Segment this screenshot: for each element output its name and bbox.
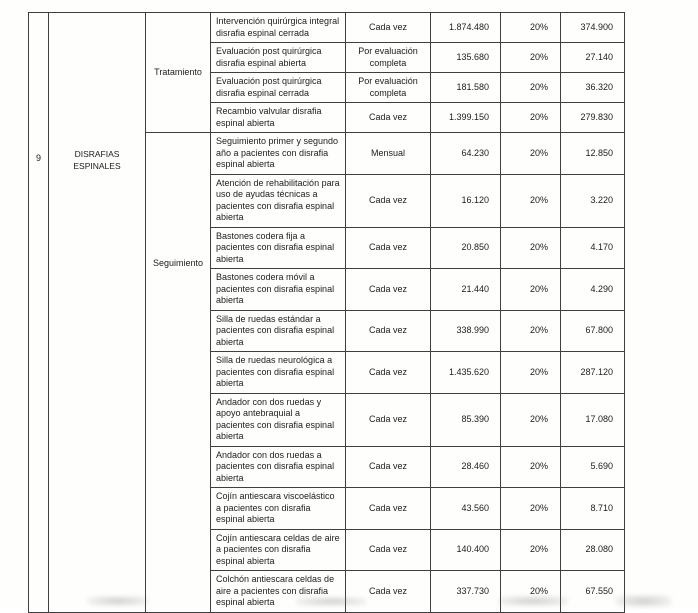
copay-cell: 17.080 [561,393,625,446]
value-cell: 1.435.620 [431,352,501,394]
description-cell: Bastones codera fija a pacientes con disrafia espinal abierta [211,227,346,269]
percentage-cell: 20% [501,13,561,43]
copay-cell: 67.550 [561,571,625,613]
description-cell: Silla de ruedas estándar a pacientes con disrafia espinal abierta [211,310,346,352]
frequency-cell: Cada vez [346,446,431,488]
percentage-cell: 20% [501,488,561,530]
description-cell: Cojín antiescara viscoelástico a pacientes con disrafia espinal abierta [211,488,346,530]
frequency-cell: Cada vez [346,103,431,133]
description-cell: Seguimiento primer y segundo año a pacientes con disrafia espinal abierta [211,133,346,175]
category-cell: Tratamiento [146,13,211,133]
percentage-cell: 20% [501,269,561,311]
percentage-cell: 20% [501,571,561,613]
value-cell: 140.400 [431,529,501,571]
description-cell: Evaluación post quirúrgica disrafia espinal cerrada [211,73,346,103]
description-cell: Evaluación post quirúrgica disrafia espinal abierta [211,43,346,73]
value-cell: 1.874.480 [431,13,501,43]
percentage-cell: 20% [501,43,561,73]
percentage-cell: 20% [501,227,561,269]
value-cell: 28.460 [431,446,501,488]
value-cell: 85.390 [431,393,501,446]
copay-cell: 279.830 [561,103,625,133]
description-cell: Atención de rehabilitación para uso de ayudas técnicas a pacientes con disrafia espinal abierta [211,174,346,227]
frequency-cell: Cada vez [346,13,431,43]
frequency-cell: Cada vez [346,227,431,269]
frequency-cell: Por evaluación completa [346,43,431,73]
value-cell: 21.440 [431,269,501,311]
frequency-cell: Cada vez [346,488,431,530]
frequency-cell: Mensual [346,133,431,175]
disease-name-cell: DISRAFIAS ESPINALES [49,13,146,613]
frequency-cell: Cada vez [346,310,431,352]
tariff-table [28,12,625,613]
percentage-cell: 20% [501,310,561,352]
frequency-cell: Por evaluación completa [346,73,431,103]
copay-cell: 3.220 [561,174,625,227]
value-cell: 43.560 [431,488,501,530]
value-cell: 64.230 [431,133,501,175]
table-row [29,13,625,43]
value-cell: 20.850 [431,227,501,269]
value-cell: 337.730 [431,571,501,613]
percentage-cell: 20% [501,103,561,133]
frequency-cell: Cada vez [346,269,431,311]
description-cell: Andador con dos ruedas y apoyo antebraquial a pacientes con disrafia espinal abierta [211,393,346,446]
category-cell: Seguimiento [146,133,211,613]
copay-cell: 36.320 [561,73,625,103]
copay-cell: 287.120 [561,352,625,394]
value-cell: 181.580 [431,73,501,103]
frequency-cell: Cada vez [346,174,431,227]
copay-cell: 8.710 [561,488,625,530]
description-cell: Colchón antiescara celdas de aire a pacientes con disrafia espinal abierta [211,571,346,613]
value-cell: 1.399.150 [431,103,501,133]
description-cell: Cojín antiescara celdas de aire a pacientes con disrafia espinal abierta [211,529,346,571]
copay-cell: 4.170 [561,227,625,269]
frequency-cell: Cada vez [346,352,431,394]
description-cell: Bastones codera móvil a pacientes con disrafia espinal abierta [211,269,346,311]
percentage-cell: 20% [501,73,561,103]
percentage-cell: 20% [501,133,561,175]
value-cell: 16.120 [431,174,501,227]
percentage-cell: 20% [501,352,561,394]
item-number-cell: 9 [29,13,49,613]
copay-cell: 4.290 [561,269,625,311]
percentage-cell: 20% [501,446,561,488]
table-body [29,13,625,613]
frequency-cell: Cada vez [346,571,431,613]
description-cell: Intervención quirúrgica integral disrafia espinal cerrada [211,13,346,43]
copay-cell: 5.690 [561,446,625,488]
percentage-cell: 20% [501,174,561,227]
copay-cell: 12.850 [561,133,625,175]
percentage-cell: 20% [501,529,561,571]
description-cell: Recambio valvular disrafia espinal abierta [211,103,346,133]
frequency-cell: Cada vez [346,393,431,446]
percentage-cell: 20% [501,393,561,446]
value-cell: 338.990 [431,310,501,352]
copay-cell: 67.800 [561,310,625,352]
description-cell: Silla de ruedas neurológica a pacientes con disrafia espinal abierta [211,352,346,394]
description-cell: Andador con dos ruedas a pacientes con disrafia espinal abierta [211,446,346,488]
frequency-cell: Cada vez [346,529,431,571]
copay-cell: 374.900 [561,13,625,43]
value-cell: 135.680 [431,43,501,73]
copay-cell: 28.080 [561,529,625,571]
copay-cell: 27.140 [561,43,625,73]
